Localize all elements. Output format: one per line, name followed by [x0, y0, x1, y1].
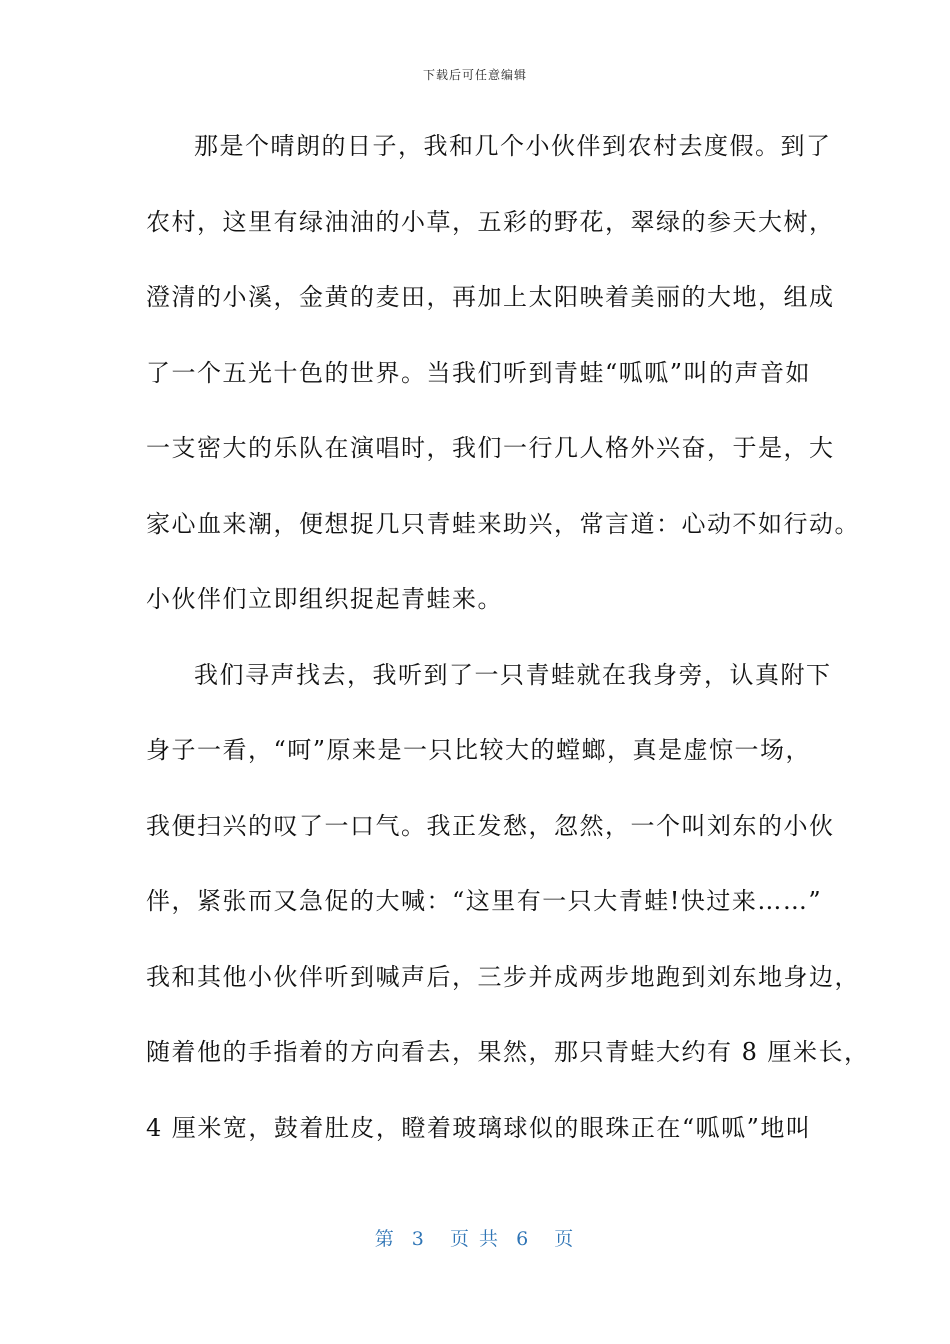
paragraph-2-line-3: 我便扫兴的叹了一口气。我正发愁，忽然，一个叫刘东的小伙: [146, 811, 835, 840]
paragraph-2-line-6: 随着他的手指着的方向看去，果然，那只青蛙大约有 8 厘米长，: [146, 1038, 870, 1066]
paragraph-1-line-6: 家心血来潮，便想捉几只青蛙来助兴，常言道：心动不如行动。: [146, 509, 860, 538]
paragraph-1-line-4: 了一个五光十色的世界。当我们听到青蛙“呱呱”叫的声音如: [146, 358, 812, 387]
paragraph-1-line-5: 一支密大的乐队在演唱时，我们一行几人格外兴奋，于是，大: [146, 434, 835, 462]
paragraph-2-line-1: 我们寻声找去，我听到了一只青蛙就在我身旁，认真附下: [194, 660, 832, 689]
header-note: 下载后可任意编辑: [422, 68, 527, 82]
document-body: [146, 118, 870, 1175]
paragraph-1-line-3: 澄清的小溪，金黄的麦田，再加上太阳映着美丽的大地，组成: [146, 283, 835, 311]
paragraph-2-line-5: 我和其他小伙伴听到喊声后，三步并成两步地跑到刘东地身边，: [146, 962, 860, 991]
paragraph-1-line-1: 那是个晴朗的日子，我和几个小伙伴到农村去度假。到了: [194, 132, 832, 160]
paragraph-1-line-2: 农村，这里有绿油油的小草，五彩的野花，翠绿的参天大树，: [146, 207, 835, 236]
paragraph-1-line-7: 小伙伴们立即组织捉起青蛙来。: [146, 585, 503, 613]
paragraph-2-line-2: 身子一看，“呵”原来是一只比较大的螳螂，真是虚惊一场，: [146, 736, 812, 764]
paragraph-2-line-7: 4 厘米宽，鼓着肚皮，瞪着玻璃球似的眼珠正在“呱呱”地叫: [146, 1113, 812, 1142]
paragraph-2-line-4: 伴，紧张而又急促的大喊：“这里有一只大青蛙!快过来……”: [146, 887, 823, 915]
page-number-footer: 第 3 页 共 6 页: [374, 1228, 576, 1250]
